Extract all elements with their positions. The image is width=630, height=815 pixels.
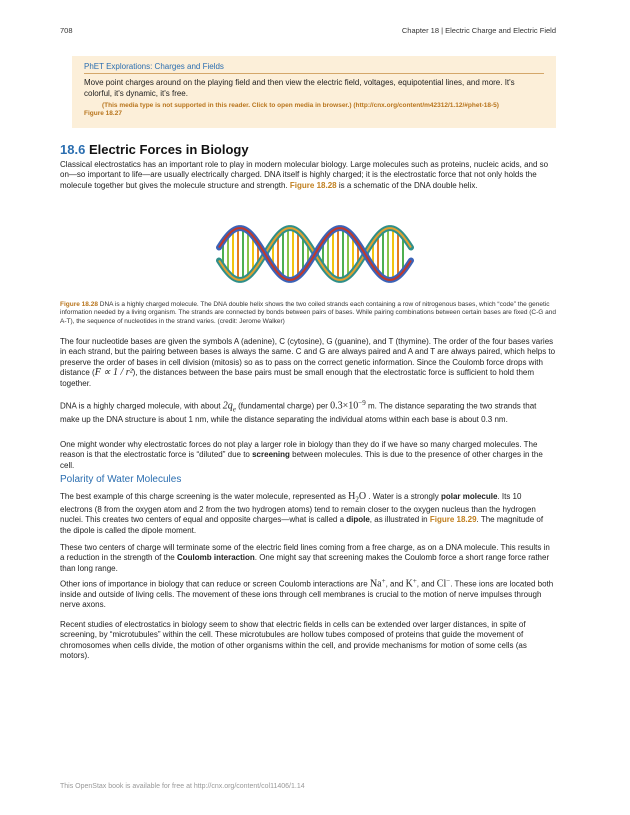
para7-text-a: Other ions of importance in biology that can reduce or screen Coulomb interactions are [60, 579, 370, 589]
para4-text-after: between molecules. This is due to the presence of other charges in the cell. [60, 450, 543, 470]
charge-math: 2q [222, 400, 233, 412]
potassium-ion-sup: + [412, 577, 417, 585]
water-o: O [358, 491, 367, 502]
figure-caption-text: DNA is a highly charged molecule. The DNA double helix shows the two coiled strands each containing a row of nitrogenous bases, which “code” the genetic information needed by a living organism. The strands are connected by bonds between pairs of bases. While pairing combinations between certain bases are fixed (C-G and A-T), the sequence of nucleotides in the strand varies. (credit: Jerome Walker) [60, 301, 556, 325]
paragraph-water [60, 492, 556, 536]
chloride-ion: Cl [436, 578, 447, 590]
para8-text: Recent studies of electrostatics in biology seem to show that electric fields in cells can be extended over larger distances, in spite of screening, by “microtubules” within the cell. These microtubules are hollow tubes composed of proteins that guide the movement of chromosomes when cells divide, the motion of other organisms within the cell, and provide mechanisms for motion of some cells (as motors). [60, 620, 527, 661]
page-number: 708 [60, 26, 73, 35]
para7-sep1: , and [385, 579, 406, 589]
water-sub: 2 [355, 495, 359, 504]
sodium-ion-sup: + [381, 577, 386, 585]
para2-text: The four nucleotide bases are given the symbols A (adenine), C (cytosine), G (guanine), and T (thymine). The order of the four bases varies in each strand, but the pairing between bases is always the same. C and G are always paired and A and T are always paired, which helps to preserve the order of bases in cell division (mitosis) so as to pass on the correct genetic information. Since the Coulomb force drops with distance ( [60, 337, 556, 378]
para7-sep2: , and [416, 579, 437, 589]
screening-term: screening [252, 450, 290, 460]
para5-text-b: . Water is a strongly [366, 492, 441, 501]
paragraph-coulomb [60, 543, 556, 574]
coulomb-proportion-math: F ∝ 1 / r² [94, 367, 133, 379]
chloride-ion-sup: − [446, 577, 451, 585]
figure-label: Figure 18.28 [60, 301, 98, 308]
phet-figure-label: Figure 18.27 [84, 110, 122, 117]
phet-media-link[interactable]: (This media type is not supported in this reader. Click to open media in browser.) (http://cnx.org/content/m42312/1.12/#phet-18-5) [102, 102, 499, 109]
distance-math-sup: −9 [358, 399, 366, 407]
coulomb-interaction-term: Coulomb interaction [176, 553, 255, 563]
phet-title: PhET Explorations: Charges and Fields [84, 62, 544, 74]
para3-text-a: DNA is a highly charged molecule, with about [60, 401, 223, 411]
sodium-ion: Na [369, 578, 382, 590]
dipole-term: dipole [346, 515, 370, 525]
chapter-title: Chapter 18 | Electric Charge and Electric Field [401, 26, 556, 35]
dna-helix-image [215, 210, 415, 298]
water-h: H [348, 491, 356, 502]
subsection-heading: Polarity of Water Molecules [60, 474, 182, 485]
paragraph-charge [60, 398, 556, 425]
para2-text-after: ), the distances between the base pairs must be small enough that the electrostatic force is sufficient to hold them together. [60, 368, 535, 388]
phet-body: Move point charges around on the playing field and then view the electric field, voltages, equipotential lines, and more. It's colorful, it's dynamic, it's free. [84, 78, 515, 98]
paragraph-bases [60, 337, 556, 389]
paragraph-microtubules [60, 620, 556, 662]
polar-molecule-term: polar molecule [440, 492, 498, 501]
section-title: Electric Forces in Biology [88, 142, 249, 157]
figure-18-29-link[interactable]: Figure 18.29 [429, 515, 477, 525]
figure-18-28-link[interactable]: Figure 18.28 [289, 180, 337, 190]
para5-text-d: , as illustrated in [369, 515, 430, 525]
para5-text-c: . Its 10 electrons (8 from the oxygen atom and 2 from the two hydrogen atoms) tend to remain closer to the oxygen nucleus than the hydrogen nuclei. This creates two centers of equal and opposite charges—what is called a [60, 492, 536, 525]
para6-text: These two centers of charge will terminate some of the electric field lines coming from a free charge, as on a DNA molecule. This results in a reduction in the strength of the [60, 543, 550, 563]
paragraph-intro [60, 160, 556, 191]
phet-box [72, 56, 556, 128]
para3-text-c: m. The distance separating the two strands that make up the DNA structure is about 1 nm, while the distance separating the individual atoms within each base is about 0.3 nm. [60, 401, 537, 424]
section-heading [60, 142, 249, 157]
distance-math: 0.3×10 [330, 400, 359, 412]
potassium-ion: K [405, 578, 413, 590]
para1-text: Classical electrostatics has an important role to play in modern molecular biology. Large molecules such as proteins, nucleic acids, and so on—so important to life—are usually electrically charged. DNA itself is highly charged; it is the electrostatic force that not only holds the molecule together but gives the molecule structure and strength. [60, 160, 549, 190]
para7-text-b: . These ions are located both inside and outside of living cells. The movement of these ions through cell membranes is crucial to the motion of nerve impulses through nerve axons. [60, 579, 554, 610]
para3-text-b: (fundamental charge) per [235, 401, 331, 411]
charge-math-sub: e [232, 405, 236, 414]
para4-text: One might wonder why electrostatic forces do not play a larger role in biology than they do if we have so many charged molecules. The reason is that the electrostatic force is “diluted” due to [60, 440, 538, 460]
para5-text-a: The best example of this charge screening is the water molecule, represented as [60, 492, 349, 501]
paragraph-ions [60, 576, 556, 611]
paragraph-screening [60, 440, 556, 471]
section-number: 18.6 [60, 142, 86, 157]
figure-caption [60, 301, 560, 326]
para5-text-e: . The magnitude of the dipole is called the dipole moment. [60, 515, 544, 535]
para1-text-after: is a schematic of the DNA double helix. [336, 180, 478, 190]
para6-text-after: . One might say that screening makes the Coulomb force a short range force rather than long range. [60, 553, 550, 573]
footer: This OpenStax book is available for free at http://cnx.org/content/col11406/1.14 [60, 783, 305, 790]
